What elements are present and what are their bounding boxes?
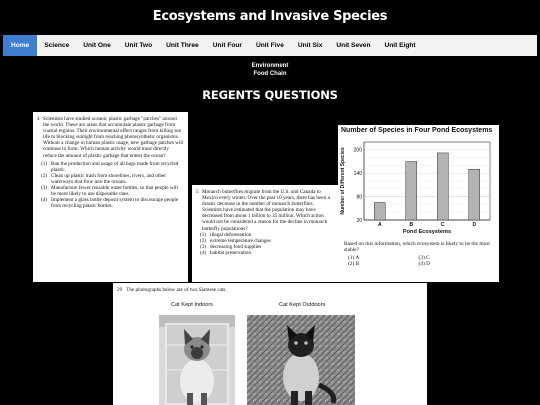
choice-1: (1) A: [348, 254, 360, 261]
nav-unit-two[interactable]: Unit Two: [124, 42, 153, 49]
option-text: habitat preservation: [210, 249, 252, 256]
nav-unit-eight[interactable]: Unit Eight: [384, 42, 416, 49]
nav-bar: [3, 35, 537, 56]
answer-option: [192, 250, 338, 256]
y-tick-label: 20: [356, 217, 362, 224]
option-text: Clean up plastic trash from shorelines, rivers, and other waterways that flow into the oceans.: [51, 172, 166, 185]
y-tick-label: 80: [356, 194, 362, 201]
question-5-card: [192, 185, 338, 282]
x-tick-label: B: [409, 222, 414, 228]
question-4-card: [33, 112, 188, 282]
nav-unit-seven[interactable]: Unit Seven: [336, 42, 371, 49]
question-5-text: [192, 185, 338, 232]
bar-c: [437, 153, 448, 220]
choice-3: (3) C: [418, 254, 430, 261]
cat-indoors-photo: [159, 315, 235, 405]
x-tick-label: C: [440, 222, 445, 228]
question-body: Scientists have studied oceanic plastic garbage "patches" around the world. These are areas that accumulate plastic garbage from coastal regions. Their environmental effect ranges from killing sea life to blocking sunlight from reaching photosynthetic organisms. Without a change in human plastic usage, new garbage patches will continue to form. Which human activity would most directly reduce the amount of plastic garbage that enters the ocean?: [43, 116, 184, 159]
site-title: Ecosystems and Invasive Species: [152, 9, 388, 24]
y-axis-label: Number of Different Species: [340, 147, 346, 215]
option-text: Implement a glass bottle deposit system to discourage people from recycling plastic bottles.: [51, 197, 179, 210]
answer-option: [33, 197, 188, 209]
question-body: Monarch butterflies migrate from the U.S. and Canada to Mexico every winter. Over the past 10 years, there has been a drastic decrease in the number of monarch butterflies. Scientists have estimated that the population may have decreased from about 1 billion to 35 million. Which action would not be considered a reason for the decline in monarch butterfly populations?: [202, 189, 330, 232]
choice-2: (2) B: [348, 260, 360, 267]
option-number: (2): [41, 172, 48, 179]
y-tick-label: 140: [353, 171, 362, 177]
x-tick-label: A: [377, 222, 382, 228]
choice-4: (4) D: [418, 260, 431, 267]
option-number: (3): [200, 243, 207, 250]
bar-b: [406, 162, 417, 221]
x-axis-label: Pond Ecosystems: [402, 229, 452, 235]
question-number: 5: [196, 189, 199, 195]
option-text: Manufacture fewer reusable water bottles, so that people will be more likely to use disposable ones.: [51, 185, 178, 198]
chart-question-card: [338, 125, 499, 282]
option-text: Ban the production and usage of all bags made from recycled plastic.: [51, 160, 179, 173]
question-29-text: [113, 283, 427, 293]
nav-unit-four[interactable]: Unit Four: [212, 42, 243, 49]
photo-caption-indoors: Cat Kept Indoors: [171, 302, 213, 308]
bar-a: [374, 202, 385, 220]
question-29-card: [113, 283, 427, 405]
question-number: 29: [117, 287, 123, 293]
nav-home[interactable]: Home: [3, 35, 37, 56]
section-heading: REGENTS QUESTIONS: [202, 88, 338, 102]
option-text: decreasing food supplies: [210, 243, 262, 250]
x-tick-label: D: [472, 222, 477, 228]
answer-choices: [338, 254, 499, 269]
bar-chart: [338, 136, 499, 236]
option-text: extreme temperature changes: [210, 237, 271, 244]
nav-science[interactable]: Science: [44, 42, 70, 49]
option-number: (3): [41, 185, 48, 192]
question-number: 4: [37, 116, 40, 122]
y-tick-label: 200: [353, 147, 362, 154]
nav-unit-six[interactable]: Unit Six: [297, 42, 323, 49]
option-number: (2): [200, 237, 207, 244]
nav-unit-five[interactable]: Unit Five: [256, 42, 284, 49]
question-body: The photographs below are of two Siamese cats.: [126, 287, 227, 293]
option-number: (1): [41, 160, 48, 167]
question-4-text: [33, 112, 188, 159]
bar-d: [469, 169, 480, 220]
option-number: (4): [41, 197, 48, 204]
option-text: illegal deforestation: [210, 231, 252, 238]
sub-links: [0, 62, 540, 78]
nav-unit-three[interactable]: Unit Three: [166, 42, 199, 49]
chart-title: Number of Species in Four Pond Ecosystems: [341, 127, 493, 134]
link-food-chain[interactable]: Food Chain: [253, 71, 287, 77]
photo-caption-outdoors: Cat Kept Outdoors: [279, 302, 326, 308]
answer-option: [33, 161, 188, 173]
cat-outdoors-photo: [247, 315, 355, 405]
answer-option: [33, 185, 188, 197]
option-number: (1): [200, 231, 207, 238]
link-environment[interactable]: Environment: [251, 63, 289, 69]
chart-question-text: Based on this information, which ecosystem is likely to be the most stable?: [344, 241, 490, 254]
answer-option: [33, 173, 188, 185]
option-number: (4): [200, 249, 207, 256]
nav-unit-one[interactable]: Unit One: [83, 42, 111, 49]
